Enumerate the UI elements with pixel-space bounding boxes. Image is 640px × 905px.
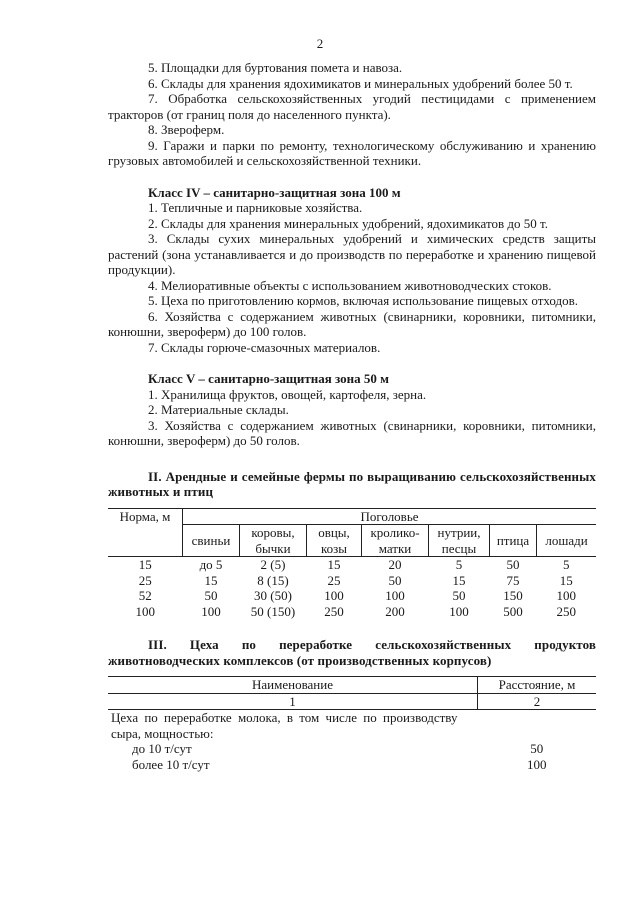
table-row xyxy=(108,588,596,604)
livestock-group-header: Поголовье xyxy=(183,508,597,525)
column-header: свиньи xyxy=(183,525,240,557)
list-item: 9. Гаражи и парки по ремонту, технологическому обслуживанию и хранению грузовых автомобилей и сельскохозяйственной техники. xyxy=(108,137,596,168)
column-header: птица xyxy=(490,525,537,557)
table-cell: 15 xyxy=(204,572,218,588)
table-cell: 150 xyxy=(503,588,523,603)
list-item: 5. Цеха по приготовлению кормов, включая использование пищевых отходов. xyxy=(148,293,579,308)
table-cell: 50 xyxy=(452,588,466,603)
distance-header: Расстояние, м xyxy=(478,677,597,694)
class4-heading: Класс IV – санитарно-защитная зона 100 м xyxy=(148,184,401,200)
list-item: 2. Склады для хранения минеральных удобрений, ядохимикатов до 50 т. xyxy=(148,215,548,231)
list-item: 6. Склады для хранения ядохимикатов и минеральных удобрений более 50 т. xyxy=(148,75,573,91)
list-item: 5. Площадки для буртования помета и навоза. xyxy=(148,60,403,75)
table-cell: 15 xyxy=(452,572,466,588)
table-row xyxy=(108,557,596,573)
table-cell xyxy=(478,710,597,742)
name-header: Наименование xyxy=(108,677,478,694)
table-cell: 100 xyxy=(556,588,576,603)
norm-header: Норма, м xyxy=(108,508,183,557)
table-row xyxy=(108,741,596,757)
table-cell: 50 xyxy=(388,572,402,588)
section2-title: II. Арендные и семейные фермы по выращиванию сельскохозяйственных животных и птиц xyxy=(108,468,596,499)
section3-title: III. Цеха по переработке сельскохозяйственных продуктов животноводческих комплексов (от производственных корпусов) xyxy=(108,637,596,668)
livestock-table xyxy=(108,508,596,620)
list-item: 1. Хранилища фруктов, овощей, картофеля, зерна. xyxy=(148,386,427,402)
table-cell: 100 xyxy=(385,588,405,603)
page-content xyxy=(108,60,596,772)
column-header: нутрии, песцы xyxy=(429,525,490,557)
list-item: 3. Склады сухих минеральных удобрений и химических средств защиты растений (зона устанавливается и до производств по переработке и хранению пищевой продукции). xyxy=(108,231,596,277)
table-cell: 200 xyxy=(385,603,405,619)
table-cell: 100 xyxy=(135,603,155,619)
column-header: лошади xyxy=(537,525,597,557)
table-cell: 15 xyxy=(138,557,152,572)
table-cell: 20 xyxy=(388,557,402,572)
list-item: 2. Материальные склады. xyxy=(148,402,289,417)
table-cell: 100 xyxy=(324,588,344,603)
table-cell: 25 xyxy=(138,572,152,588)
table-cell: 2 (5) xyxy=(260,557,286,572)
table-cell: 50 xyxy=(204,588,218,603)
table-row xyxy=(108,710,596,742)
list-item: 6. Хозяйства с содержанием животных (свинарники, коровники, питомники, конюшни, звероферм) до 100 голов. xyxy=(108,308,596,339)
list-item: 4. Мелиоративные объекты с использованием животноводческих стоков. xyxy=(148,277,552,293)
column-number: 2 xyxy=(478,693,597,710)
table-cell: 8 (15) xyxy=(257,572,289,588)
table-cell: 50 xyxy=(530,741,544,756)
table-row xyxy=(108,757,596,773)
list-item: 7. Склады горюче-смазочных материалов. xyxy=(148,339,381,355)
table-cell: 100 xyxy=(527,756,547,772)
table-cell: 50 xyxy=(506,557,520,572)
table-cell: 15 xyxy=(327,557,341,572)
table-cell: 50 (150) xyxy=(250,603,296,619)
list-item: 7. Обработка сельскохозяйственных угодий пестицидами с применением тракторов (от границ поля до населенного пункта). xyxy=(108,91,596,122)
class5-heading: Класс V – санитарно-защитная зона 50 м xyxy=(148,371,390,386)
table-cell: 30 (50) xyxy=(254,588,292,603)
table-cell: 500 xyxy=(503,603,523,619)
page-number: 2 xyxy=(316,36,324,51)
column-header: кролико-матки xyxy=(362,525,429,557)
table-cell: 100 xyxy=(201,603,221,619)
list-item: 1. Тепличные и парниковые хозяйства. xyxy=(148,200,363,215)
table-cell: 250 xyxy=(556,603,576,619)
table-cell: 25 xyxy=(327,572,341,588)
table-cell: до 5 xyxy=(199,557,223,572)
table-row xyxy=(108,604,596,620)
table-cell: 5 xyxy=(455,557,463,572)
list-item: 8. Звероферм. xyxy=(148,122,225,137)
column-header: коровы, бычки xyxy=(240,525,307,557)
table-cell: 5 xyxy=(563,557,570,572)
table-cell: 15 xyxy=(559,572,573,588)
column-number: 1 xyxy=(108,693,478,710)
table-cell: 52 xyxy=(138,588,152,603)
table-cell: 75 xyxy=(506,572,520,588)
column-header: овцы, козы xyxy=(307,525,362,557)
table-cell: Цеха по переработке молока, в том числе по производству сыра, мощностью: xyxy=(111,710,458,741)
table-cell: до 10 т/сут xyxy=(132,741,192,756)
table-cell: более 10 т/сут xyxy=(132,756,210,772)
list-item: 3. Хозяйства с содержанием животных (свинарники, коровники, питомники, конюшни, звероферм) до 50 голов. xyxy=(108,417,596,448)
table-row xyxy=(108,573,596,589)
processing-table xyxy=(108,676,596,772)
table-cell: 250 xyxy=(324,603,344,619)
table-cell: 100 xyxy=(449,603,469,619)
